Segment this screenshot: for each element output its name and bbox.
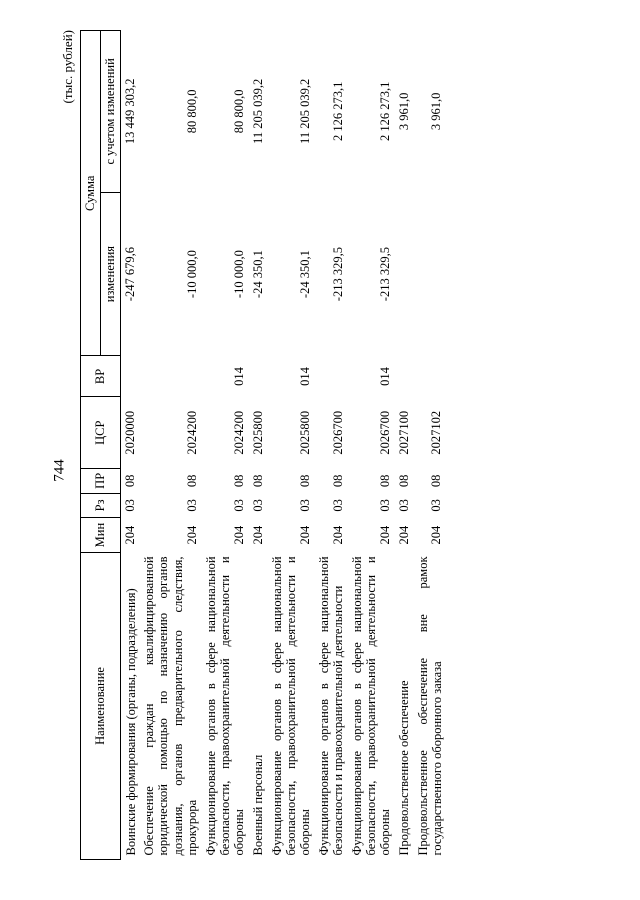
row-vr [249, 356, 268, 397]
row-pr: 08 [396, 474, 411, 488]
row-vr [414, 356, 447, 397]
row-min: 204 [184, 525, 199, 545]
row-pr: 08 [123, 474, 137, 488]
row-vr: 014 [297, 367, 312, 386]
row-total: 3 961,0 [429, 92, 444, 131]
row-csr: 2025800 [250, 410, 265, 455]
row-change [414, 192, 447, 356]
row-rz: 03 [231, 499, 246, 512]
row-csr: 2026700 [330, 410, 345, 455]
table-row [268, 31, 315, 860]
row-change: -24 350,1 [250, 250, 265, 299]
row-total: 3 961,0 [396, 92, 411, 131]
row-rz: 03 [377, 499, 392, 512]
table-row [414, 31, 447, 860]
row-change: -213 329,5 [330, 247, 345, 302]
table-row [202, 31, 249, 860]
row-rz: 03 [297, 499, 312, 512]
header-csr: ЦСР [81, 397, 121, 469]
row-csr: 2026700 [377, 410, 392, 455]
row-min: 204 [123, 525, 137, 545]
header-min: Мин [81, 518, 121, 553]
table-header [81, 31, 121, 860]
row-rz: 03 [396, 499, 411, 512]
page-number: 744 [51, 459, 68, 482]
row-rz: 03 [184, 499, 199, 512]
row-min: 204 [330, 525, 345, 545]
row-name: Продовольственное обеспечение [397, 680, 412, 856]
budget-sheet [60, 30, 580, 860]
row-name: Продовольственное обеспечение вне рамок государственного оборонного заказа [415, 556, 444, 856]
budget-table [80, 30, 446, 860]
row-csr: 2024200 [231, 410, 246, 455]
row-name: Функционирование органов в сфере национальной безопасности, правоохранительной деятельности и обороны [269, 556, 313, 856]
units-label: (тыс. рублей) [60, 30, 75, 104]
table-row [315, 31, 348, 860]
table-row [395, 31, 414, 860]
row-name: Обеспечение граждан квалифицированной юридической помощью по назначению органов дознания, органов предварительного следствия, прокурора [142, 556, 200, 856]
row-vr [140, 356, 202, 397]
row-total: 2 126 273,1 [377, 81, 392, 142]
row-change: -10 000,0 [184, 250, 199, 299]
row-rz: 03 [429, 499, 444, 512]
row-name: Функционирование органов в сфере национальной безопасности и правоохранительной деятельности [316, 556, 346, 856]
row-vr: 014 [377, 367, 392, 386]
row-pr: 08 [429, 474, 444, 488]
table-row [249, 31, 268, 860]
row-pr: 08 [377, 474, 392, 488]
row-vr [315, 356, 348, 397]
row-total: 13 449 303,2 [123, 78, 137, 145]
row-vr: 014 [231, 367, 246, 386]
row-name: Воинские формирования (органы, подразделения) [123, 588, 138, 856]
row-total: 11 205 039,2 [250, 78, 265, 144]
row-name: Функционирование органов в сфере национальной безопасности, правоохранительной деятельности и обороны [203, 556, 247, 856]
row-rz: 03 [123, 499, 137, 512]
header-sum: Сумма [81, 31, 101, 356]
table-row [140, 31, 202, 860]
row-min: 204 [396, 525, 411, 545]
row-csr: 2024200 [184, 410, 199, 455]
header-rz: Рз [81, 493, 121, 518]
row-change [395, 192, 414, 356]
table-row [121, 31, 141, 860]
row-min: 204 [377, 525, 392, 545]
row-rz: 03 [250, 499, 265, 512]
table-body [121, 31, 447, 860]
row-csr: 2020000 [123, 410, 137, 455]
row-total: 80 800,0 [231, 89, 246, 134]
row-min: 204 [297, 525, 312, 545]
row-pr: 08 [184, 474, 199, 488]
row-total: 80 800,0 [184, 89, 199, 134]
row-name: Функционирование органов в сфере национальной безопасности, правоохранительной деятельности и обороны [349, 556, 393, 856]
row-pr: 08 [231, 474, 246, 488]
header-name: Наименование [81, 552, 121, 859]
row-total: 11 205 039,2 [297, 78, 312, 144]
table-row [348, 31, 395, 860]
row-change: -213 329,5 [377, 247, 392, 302]
row-total: 2 126 273,1 [330, 81, 345, 142]
header-with-changes: с учетом изменений [101, 31, 121, 193]
row-csr: 2025800 [297, 410, 312, 455]
row-rz: 03 [330, 499, 345, 512]
row-vr [395, 356, 414, 397]
row-vr [121, 356, 141, 397]
row-change: -247 679,6 [123, 247, 137, 302]
row-pr: 08 [297, 474, 312, 488]
row-min: 204 [429, 525, 444, 545]
row-change: -24 350,1 [297, 250, 312, 299]
row-name: Военный персонал [251, 754, 266, 856]
row-min: 204 [250, 525, 265, 545]
header-vr: ВР [81, 356, 121, 397]
header-pr: ПР [81, 469, 121, 494]
row-change: -10 000,0 [231, 250, 246, 299]
row-min: 204 [231, 525, 246, 545]
row-pr: 08 [330, 474, 345, 488]
header-changes: изменения [101, 192, 121, 356]
row-csr: 2027100 [396, 410, 411, 455]
row-pr: 08 [250, 474, 265, 488]
row-csr: 2027102 [429, 410, 444, 455]
